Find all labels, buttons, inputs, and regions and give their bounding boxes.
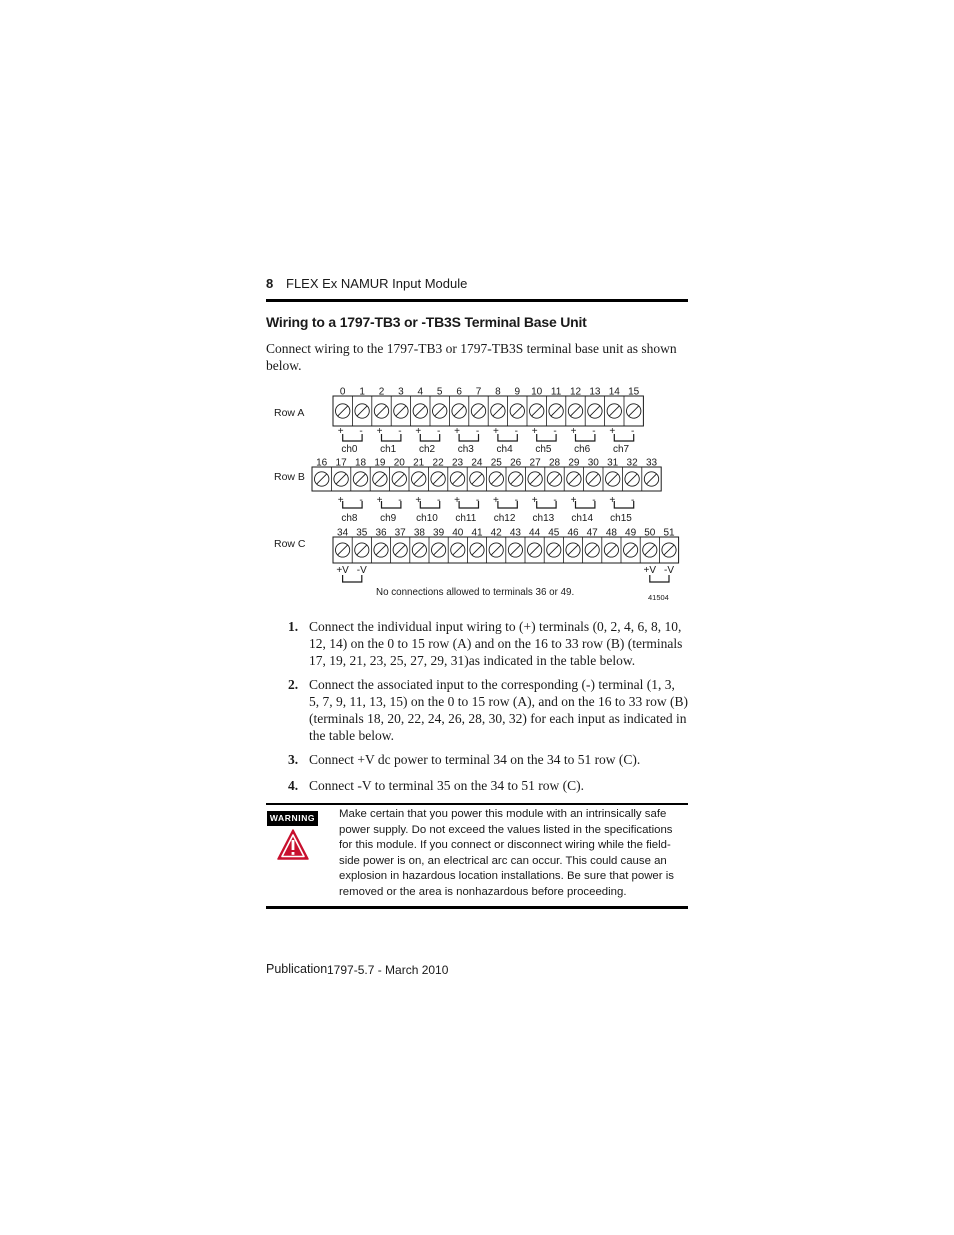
page-number: 8 (266, 276, 274, 291)
terminal-number: 10 (531, 386, 543, 398)
terminal-number: 5 (436, 386, 443, 398)
step-text: Connect the individual input wiring to (+) terminals (0, 2, 4, 6, 8, 10, 12, 14) on the 0 to 15 row (A) and on the 16 to 33 row (B) (terminals 17, 19, 21, 23, 25, 27, 29, 31)as indicated in the table below. (309, 619, 683, 668)
terminal-number: 24 (471, 457, 483, 469)
minus-sign: - (475, 426, 480, 437)
figure-id: 41504 (648, 593, 669, 602)
terminal-number: 13 (589, 386, 601, 398)
step-2 (288, 676, 688, 744)
plus-sign: + (570, 426, 577, 437)
step-number: 4. (288, 778, 299, 793)
power-bracket (343, 575, 362, 582)
terminal-number: 37 (394, 527, 406, 539)
plus-sign: + (376, 426, 383, 437)
terminal-number: 34 (337, 527, 349, 539)
terminal-number: 32 (626, 457, 638, 469)
terminal-number: 12 (569, 386, 582, 398)
terminal-number: 15 (628, 386, 640, 398)
terminal-number: 45 (548, 527, 560, 539)
footer-publication-label: Publication (266, 962, 328, 976)
terminal-number: 35 (356, 527, 368, 539)
terminal-number: 40 (452, 527, 464, 539)
channel-label: ch11 (455, 513, 477, 524)
channel-label: ch0 (341, 444, 358, 455)
minus-sign: - (437, 426, 441, 437)
terminal-number: 28 (548, 457, 561, 469)
plus-sign: + (609, 495, 616, 506)
running-header-title: FLEX Ex NAMUR Input Module (286, 276, 468, 291)
plus-sign: + (570, 495, 577, 506)
minus-sign: - (359, 426, 363, 437)
section-heading: Wiring to a 1797-TB3 or -TB3S Terminal Base Unit (266, 314, 587, 330)
minus-sign: - (398, 495, 402, 506)
plus-sign: + (376, 495, 383, 506)
minus-sign: - (631, 426, 635, 437)
terminal-number: 49 (625, 527, 637, 539)
terminal-number: 1 (359, 386, 365, 398)
plus-sign: + (454, 495, 461, 506)
step-1 (288, 618, 688, 669)
terminal-number: 9 (514, 386, 521, 398)
channel-label: ch9 (380, 513, 397, 524)
warning-rule-bottom (266, 906, 688, 909)
plus-sign: + (454, 426, 461, 437)
plus-sign: + (337, 426, 344, 437)
row-c-label: Row C (274, 538, 306, 550)
channel-label: ch10 (416, 513, 438, 524)
minus-sign: - (631, 495, 635, 506)
minus-sign: - (437, 495, 441, 506)
channel-label: ch4 (496, 444, 513, 455)
terminal-number: 0 (339, 386, 346, 398)
step-3 (288, 751, 688, 768)
channel-label: ch13 (532, 513, 555, 524)
terminal-number: 26 (510, 457, 522, 469)
step-text: Connect -V to terminal 35 on the 34 to 51 row (C). (309, 778, 584, 793)
terminal-number: 25 (490, 457, 502, 469)
terminal-number: 51 (663, 527, 675, 539)
warning-badge: WARNING (267, 811, 318, 826)
terminal-base-wiring-diagram (266, 386, 686, 606)
terminal-number: 46 (567, 527, 579, 539)
step-number: 3. (288, 752, 299, 767)
power-label: +V (336, 565, 349, 576)
row-b-label: Row B (274, 471, 305, 483)
plus-sign: + (415, 495, 422, 506)
terminal-number: 14 (608, 386, 620, 398)
plus-sign: + (531, 495, 538, 506)
terminal-number: 36 (375, 527, 387, 539)
terminal-number: 18 (354, 457, 367, 469)
minus-sign: - (592, 426, 596, 437)
plus-sign: + (492, 495, 499, 506)
terminal-number: 33 (645, 457, 658, 469)
terminal-number: 22 (432, 457, 444, 469)
minus-sign: - (359, 495, 363, 506)
terminal-number: 3 (398, 386, 404, 398)
terminal-number: 50 (644, 527, 656, 539)
warning-rule-top (266, 803, 688, 805)
minus-sign: - (514, 495, 518, 506)
channel-label: ch6 (574, 444, 591, 455)
terminal-number: 41 (471, 527, 483, 539)
terminal-number: 29 (568, 457, 580, 469)
minus-sign: - (398, 426, 402, 437)
channel-label: ch8 (341, 513, 358, 524)
terminal-number: 16 (316, 457, 328, 469)
terminal-number: 20 (393, 457, 405, 469)
terminal-number: 31 (607, 457, 619, 469)
plus-sign: + (337, 495, 344, 506)
power-bracket (650, 575, 669, 582)
footer-publication-number: 1797-5.7 - March 2010 (327, 963, 449, 977)
channel-label: ch14 (571, 513, 594, 524)
minus-sign: - (514, 426, 518, 437)
channel-label: ch15 (610, 513, 632, 524)
power-label: -V (356, 565, 367, 576)
warning-text: Make certain that you power this module with an intrinsically safe power supply. Do not exceed the values listed in the specifications for this module. If you connect or disconnect wiring while the field-side power is on, an electrical arc can occur. This could cause an explosion in hazardous location installations. Be sure that power is removed or the area is nonhazardous before proceeding. (339, 808, 674, 898)
terminal-number: 17 (335, 457, 347, 469)
terminal-number: 48 (605, 527, 617, 539)
power-label: -V (664, 565, 674, 576)
channel-label: ch7 (612, 444, 630, 455)
terminal-number: 44 (529, 527, 541, 539)
terminal-number: 6 (456, 386, 462, 398)
warning-triangle-icon (276, 828, 310, 862)
channel-label: ch2 (418, 444, 436, 455)
terminal-number: 7 (475, 386, 482, 398)
plus-sign: + (415, 426, 422, 437)
intro-paragraph: Connect wiring to the 1797-TB3 or 1797-TB3S terminal base unit as shown below. (266, 341, 677, 373)
terminal-number: 30 (587, 457, 599, 469)
diagram-note: No connections allowed to terminals 36 or 49. (376, 587, 575, 598)
channel-label: ch5 (535, 444, 552, 455)
step-text: Connect the associated input to the corresponding (-) terminal (1, 3, 5, 7, 9, 11, 13, 15) on the 0 to 15 row (A), and on the 16 to 33 row (B) (terminals 18, 20, 22, 24, 26, 28, 30, 32) for each input as indicated in the table below. (309, 677, 688, 743)
step-number: 2. (288, 677, 299, 692)
minus-sign: - (553, 495, 557, 506)
minus-sign: - (553, 426, 557, 437)
step-text: Connect +V dc power to terminal 34 on the 34 to 51 row (C). (309, 752, 641, 767)
terminal-number: 19 (374, 457, 386, 469)
channel-label: ch3 (457, 444, 474, 455)
terminal-number: 2 (378, 386, 385, 398)
terminal-number: 27 (529, 457, 541, 469)
row-a-label: Row A (274, 407, 305, 419)
minus-sign: - (475, 495, 480, 506)
header-rule (266, 299, 688, 302)
channel-label: ch1 (380, 444, 397, 455)
power-label: +V (643, 565, 657, 576)
terminal-number: 47 (586, 527, 598, 539)
minus-sign: - (592, 495, 596, 506)
terminal-number: 42 (490, 527, 502, 539)
plus-sign: + (531, 426, 538, 437)
terminal-number: 21 (413, 457, 425, 469)
channel-label: ch12 (493, 513, 516, 524)
terminal-number: 43 (509, 527, 521, 539)
terminal-number: 4 (417, 386, 424, 398)
terminal-number: 23 (451, 457, 464, 469)
plus-sign: + (492, 426, 499, 437)
plus-sign: + (609, 426, 616, 437)
step-4 (288, 777, 688, 794)
terminal-number: 8 (495, 386, 501, 398)
terminal-number: 39 (433, 527, 445, 539)
step-number: 1. (288, 619, 299, 634)
terminal-number: 38 (413, 527, 425, 539)
terminal-number: 11 (550, 386, 562, 398)
